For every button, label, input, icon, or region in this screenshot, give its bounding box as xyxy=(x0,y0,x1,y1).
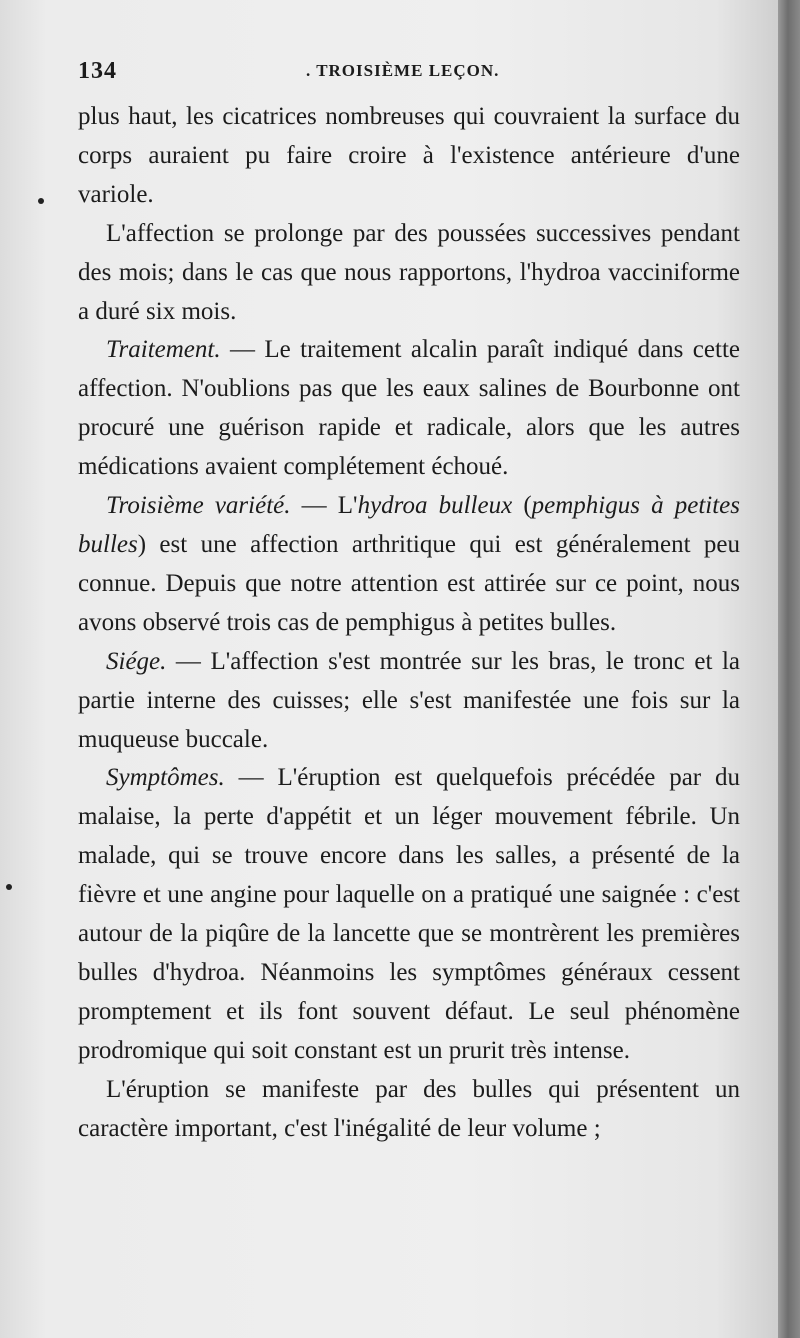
paragraph xyxy=(78,98,740,215)
section-heading: Troisième variété. xyxy=(106,492,291,520)
ink-speck xyxy=(38,198,44,204)
paragraph xyxy=(78,487,740,643)
text-segment: plus haut, les cicatrices nombreuses qui couvraient la surface du corps auraient pu faire croire à l'existence antérieure d'une variole. xyxy=(78,103,740,208)
text-segment: — L'affection s'est montrée sur les bras, le tronc et la partie interne des cuisses; elle s'est manifestée une fois sur la muqueuse buccale. xyxy=(78,647,740,753)
body-text xyxy=(78,98,740,1148)
page-header xyxy=(78,58,738,88)
section-heading: Siége. xyxy=(106,647,167,675)
text-segment: L'affection se prolonge par des poussées successives pendant des mois; dans le cas que nous rapportons, l'hydroa vacciniforme a duré six mois. xyxy=(78,219,740,325)
paragraph xyxy=(78,331,740,487)
text-segment: — L' xyxy=(290,492,358,520)
paragraph xyxy=(78,215,740,332)
text-segment: — L'éruption est quelquefois précédée par du malaise, la perte d'appétit et un léger mouvement fébrile. Un malade, qui se trouve encore dans les salles, a présenté de la fièvre et une angine pour laquelle on a pratiqué une saignée : c'est autour de la piqûre de la lancette que se montrèrent les premières bulles d'hydroa. Néanmoins les symptômes généraux cessent promptement et ils font souvent défaut. Le seul phénomène prodromique qui soit constant est un prurit très intense. xyxy=(78,764,740,1064)
paragraph xyxy=(78,759,740,1070)
page-number: 134 xyxy=(78,58,117,84)
page-edge xyxy=(778,0,800,1338)
text-segment: L'éruption se manifeste par des bulles qui présentent un caractère important, c'est l'inégalité de leur volume ; xyxy=(78,1075,740,1142)
italic-term: pemphigus à petites bulles xyxy=(78,492,741,558)
italic-term: hydroa bulleux xyxy=(357,492,513,520)
paragraph xyxy=(78,643,740,760)
paragraph xyxy=(78,1071,740,1149)
text-segment: ) est une affection arthritique qui est généralement peu connue. Depuis que notre attention est attirée sur ce point, nous avons observé trois cas de pemphigus à petites bulles. xyxy=(78,530,740,636)
ink-speck xyxy=(6,884,12,890)
text-segment: — Le traitement alcalin paraît indiqué dans cette affection. N'oublions pas que les eaux salines de Bourbonne ont procuré une guérison rapide et radicale, alors que les autres médications avaient complétement échoué. xyxy=(78,336,740,481)
section-heading: Traitement. xyxy=(106,336,221,364)
section-heading: Symptômes. xyxy=(106,764,225,792)
running-head: . TROISIÈME LEÇON. xyxy=(306,61,500,80)
text-segment: ( xyxy=(512,492,532,520)
